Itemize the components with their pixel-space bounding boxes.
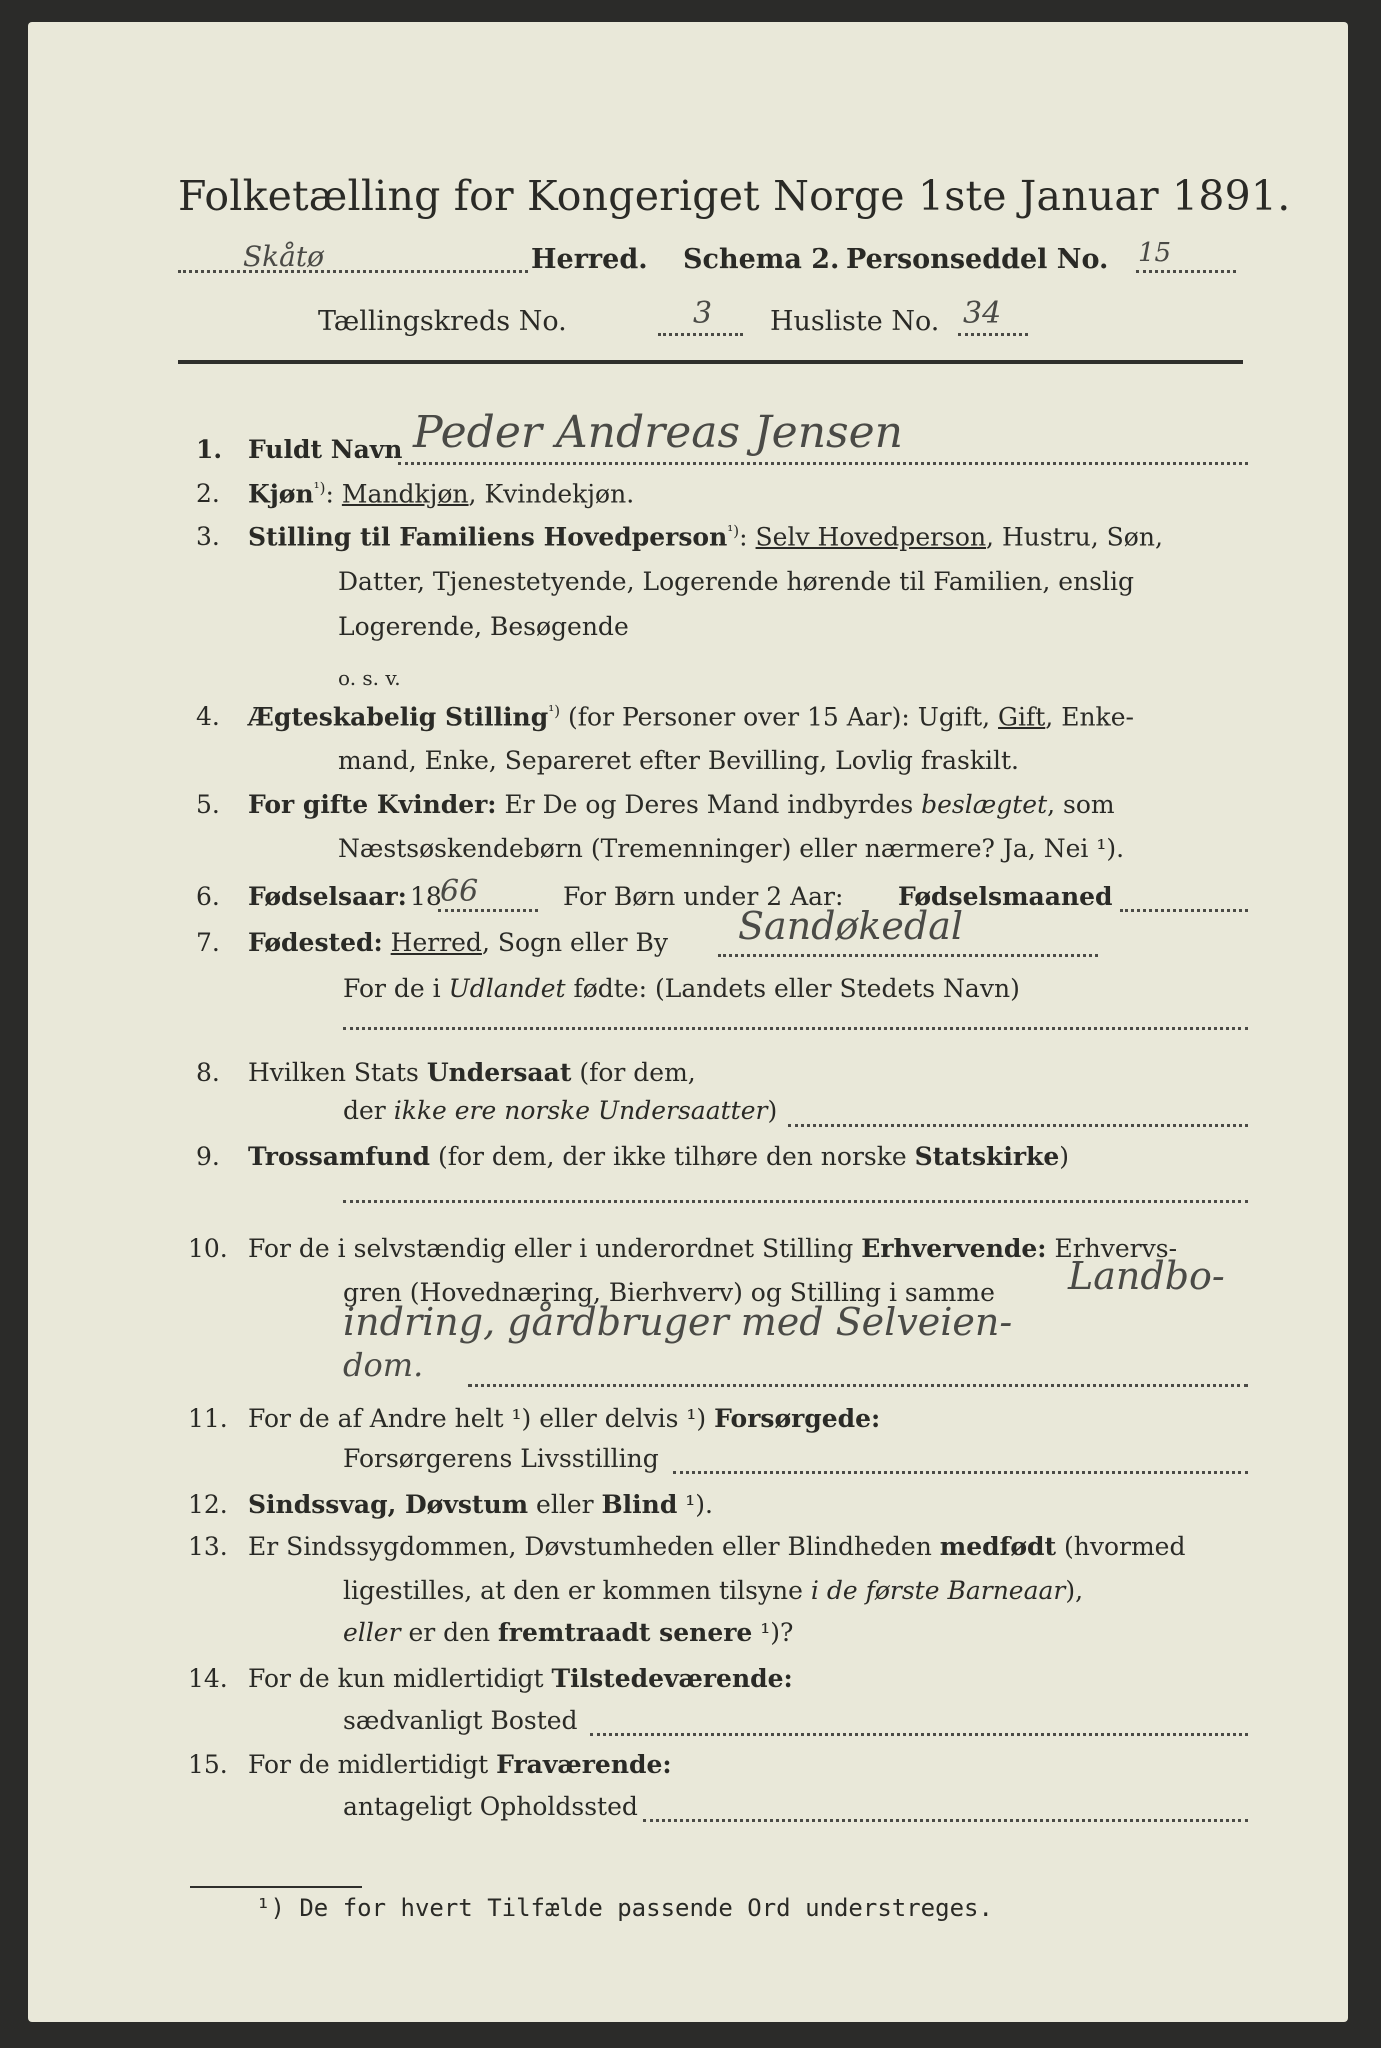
q2-line <box>248 479 634 508</box>
q13-line2b: ), <box>1065 1576 1084 1605</box>
q10-dotted-line <box>468 1384 1248 1387</box>
q12-number: 12. <box>188 1490 228 1519</box>
q13-line3 <box>343 1618 793 1647</box>
herred-value: Skåtø <box>243 240 324 273</box>
q3-label: Stilling til Familiens Hovedperson <box>248 522 728 552</box>
q4-number: 4. <box>196 702 220 731</box>
q9-text-a: (for dem, der ikke tilhøre den norske <box>430 1142 915 1171</box>
q6-month-dotted <box>1120 909 1248 912</box>
q8-line2-italic: ikke ere norske Undersaatter <box>393 1096 768 1125</box>
q13-line3a: er den <box>400 1618 499 1647</box>
q7-text-a: , Sogn eller By <box>481 928 669 957</box>
q3-colon: : <box>739 522 748 552</box>
q3-line3: Logerende, Besøgende <box>338 612 629 641</box>
herred-label: Herred. <box>531 244 648 275</box>
q7-number: 7. <box>196 928 220 957</box>
q11-text-a: For de af Andre helt ¹) eller delvis ¹) <box>248 1404 715 1433</box>
q13-line1 <box>248 1532 1185 1561</box>
husliste-value: 34 <box>963 296 1002 331</box>
q8-line2 <box>343 1096 777 1125</box>
q2-number: 2. <box>196 479 220 508</box>
q10-number: 10. <box>188 1234 228 1263</box>
q13-line3-italic: eller <box>343 1618 401 1647</box>
q7-label: Fødested: <box>248 928 383 957</box>
q14-dotted-line <box>590 1733 1248 1736</box>
q4-line2: mand, Enke, Separeret efter Bevilling, Lovlig fraskilt. <box>338 746 1019 775</box>
q11-number: 11. <box>188 1404 228 1433</box>
herred-dotted-line <box>178 270 528 273</box>
q5-label: For gifte Kvinder: <box>248 790 497 819</box>
q8-line2b: ) <box>767 1096 778 1125</box>
q6-year-value: 66 <box>440 874 479 909</box>
q8-label: Undersaat <box>426 1058 572 1087</box>
husliste-dotted-line <box>958 333 1028 336</box>
footnote: ¹) De for hvert Tilfælde passende Ord understreges. <box>256 1894 993 1922</box>
q8-line1 <box>248 1058 696 1087</box>
q2-sup: ¹) <box>313 479 326 497</box>
q8-line2a: der <box>343 1096 394 1125</box>
q4-label: Ægteskabelig Stilling <box>248 702 549 732</box>
q6-text-b: For Børn under 2 Aar: <box>563 882 844 911</box>
q8-dotted-line <box>788 1124 1248 1127</box>
q13-text-a: Er Sindssygdommen, Døvstumheden eller Blindheden <box>248 1532 940 1561</box>
q14-line1 <box>248 1664 793 1693</box>
q4-text-b: , Enke- <box>1045 702 1134 732</box>
q13-line2-italic: i de første Barneaar <box>810 1576 1066 1605</box>
q4-text-a: (for Personer over 15 Aar): Ugift, <box>560 702 999 732</box>
q3-line4: o. s. v. <box>338 666 401 690</box>
q3-line1 <box>248 522 1163 551</box>
q13-number: 13. <box>188 1532 228 1561</box>
q3-line1-rest: , Hustru, Søn, <box>986 522 1163 552</box>
q12-text-b: ¹). <box>677 1490 713 1519</box>
q13-text-b: (hvormed <box>1056 1532 1186 1561</box>
q15-line1 <box>248 1750 672 1779</box>
q14-number: 14. <box>188 1664 228 1693</box>
q10-label: Erhvervende: <box>861 1234 1047 1263</box>
kreds-label: Tællingskreds No. <box>318 306 567 337</box>
q5-text-b: , som <box>1047 790 1115 819</box>
q12-text-a: eller <box>528 1490 602 1519</box>
q13-label: medfødt <box>939 1532 1057 1561</box>
q3-opt-selv: Selv Hovedperson <box>755 522 987 552</box>
q12-line1 <box>248 1490 713 1519</box>
q2-colon: : <box>325 479 342 509</box>
q1-dotted-line <box>398 462 1248 465</box>
q6-prefix: 18 <box>410 882 442 911</box>
footnote-rule <box>190 1886 362 1888</box>
census-form-page <box>28 22 1348 2022</box>
q8-number: 8. <box>196 1058 220 1087</box>
q2-opt-kvindekjon: , Kvindekjøn. <box>468 479 635 509</box>
q5-line2: Næstsøskendebørn (Tremenninger) eller nærmere? Ja, Nei ¹). <box>338 834 1125 863</box>
q5-number: 5. <box>196 790 220 819</box>
q3-line2: Datter, Tjenestetyende, Logerende hørende til Familien, enslig <box>338 567 1135 596</box>
q10-line2: gren (Hovednæring, Bierhverv) og Stilling i samme <box>343 1278 995 1307</box>
q1-name-value: Peder Andreas Jensen <box>413 407 904 458</box>
q15-dotted-line <box>643 1819 1248 1822</box>
q10-line1 <box>248 1234 1177 1263</box>
q13-line2 <box>343 1576 1083 1605</box>
q6-label: Fødselsaar: <box>248 882 407 911</box>
q14-label: Tilstedeværende: <box>551 1664 793 1693</box>
q9-text-b: ) <box>1059 1142 1070 1171</box>
q10-text-b: Erhvervs- <box>1046 1234 1178 1263</box>
q5-italic: beslægtet <box>921 790 1048 819</box>
q1-label: Fuldt Navn <box>248 435 403 464</box>
q7-line2a: For de i <box>343 974 449 1003</box>
q7-line2 <box>343 974 1020 1003</box>
q2-label: Kjøn <box>248 479 314 509</box>
personseddel-label: Personseddel No. <box>846 244 1109 275</box>
q5-text-a: Er De og Deres Mand indbyrdes <box>496 790 922 819</box>
q13-line2a: ligestilles, at den er kommen tilsyne <box>343 1576 811 1605</box>
q7-line1 <box>248 928 668 957</box>
husliste-label: Husliste No. <box>770 306 940 337</box>
q7-dotted-line <box>718 954 1098 957</box>
q8-text-a: Hvilken Stats <box>248 1058 427 1087</box>
q14-line2: sædvanligt Bosted <box>343 1706 578 1735</box>
q10-value2: indring, gårdbruger med Selveien- <box>343 1300 1013 1344</box>
q15-number: 15. <box>188 1750 228 1779</box>
q7-line2-italic: Udlandet <box>448 974 566 1003</box>
q3-sup: ¹) <box>727 522 740 540</box>
q9-line1 <box>248 1142 1069 1171</box>
q10-value1: Landbo- <box>1068 1254 1225 1298</box>
q10-value3: dom. <box>343 1346 424 1384</box>
header-rule <box>178 360 1243 364</box>
personseddel-value: 15 <box>1138 238 1172 268</box>
q6-label2: Fødselsmaaned <box>898 882 1113 911</box>
q11-line1 <box>248 1404 880 1433</box>
q11-dotted-line <box>673 1471 1248 1474</box>
q7-birthplace-value: Sandøkedal <box>738 904 964 948</box>
schema-label: Schema 2. <box>683 244 840 275</box>
q12-label: Sindssvag, Døvstum <box>248 1490 529 1519</box>
q9-label2: Statskirke <box>914 1142 1060 1171</box>
q6-year-dotted <box>438 909 538 912</box>
q11-line2: Forsørgerens Livsstilling <box>343 1444 659 1473</box>
q11-label: Forsørgede: <box>714 1404 881 1433</box>
q12-label2: Blind <box>601 1490 678 1519</box>
form-title: Folketælling for Kongeriget Norge 1ste Januar 1891. <box>178 172 1291 220</box>
q15-label: Fraværende: <box>496 1750 672 1779</box>
q2-opt-mandkjon: Mandkjøn <box>341 479 469 509</box>
q9-number: 9. <box>196 1142 220 1171</box>
q3-number: 3. <box>196 522 220 551</box>
q7-opt-herred: Herred <box>390 928 482 957</box>
q8-text-b: (for dem, <box>571 1058 696 1087</box>
q1-number: 1. <box>196 435 223 464</box>
q9-label: Trossamfund <box>248 1142 431 1171</box>
q13-line3-bold: fremtraadt senere <box>498 1618 753 1647</box>
kreds-value: 3 <box>693 296 713 331</box>
q4-line1 <box>248 702 1134 731</box>
q7-foreign-dotted <box>343 1027 1248 1030</box>
q9-dotted-line <box>343 1200 1248 1203</box>
q4-sup: ¹) <box>548 702 561 720</box>
q7-line2b: fødte: (Landets eller Stedets Navn) <box>565 974 1020 1003</box>
personseddel-dotted-line <box>1136 270 1236 273</box>
q6-number: 6. <box>196 882 220 911</box>
q15-text-a: For de midlertidigt <box>248 1750 497 1779</box>
q10-text-a: For de i selvstændig eller i underordnet Stilling <box>248 1234 862 1263</box>
q14-text-a: For de kun midlertidigt <box>248 1664 552 1693</box>
q5-line1 <box>248 790 1115 819</box>
kreds-dotted-line <box>658 333 743 336</box>
q15-line2: antageligt Opholdssted <box>343 1792 638 1821</box>
q4-opt-gift: Gift <box>998 702 1046 732</box>
q13-line3b: ¹)? <box>752 1618 794 1647</box>
